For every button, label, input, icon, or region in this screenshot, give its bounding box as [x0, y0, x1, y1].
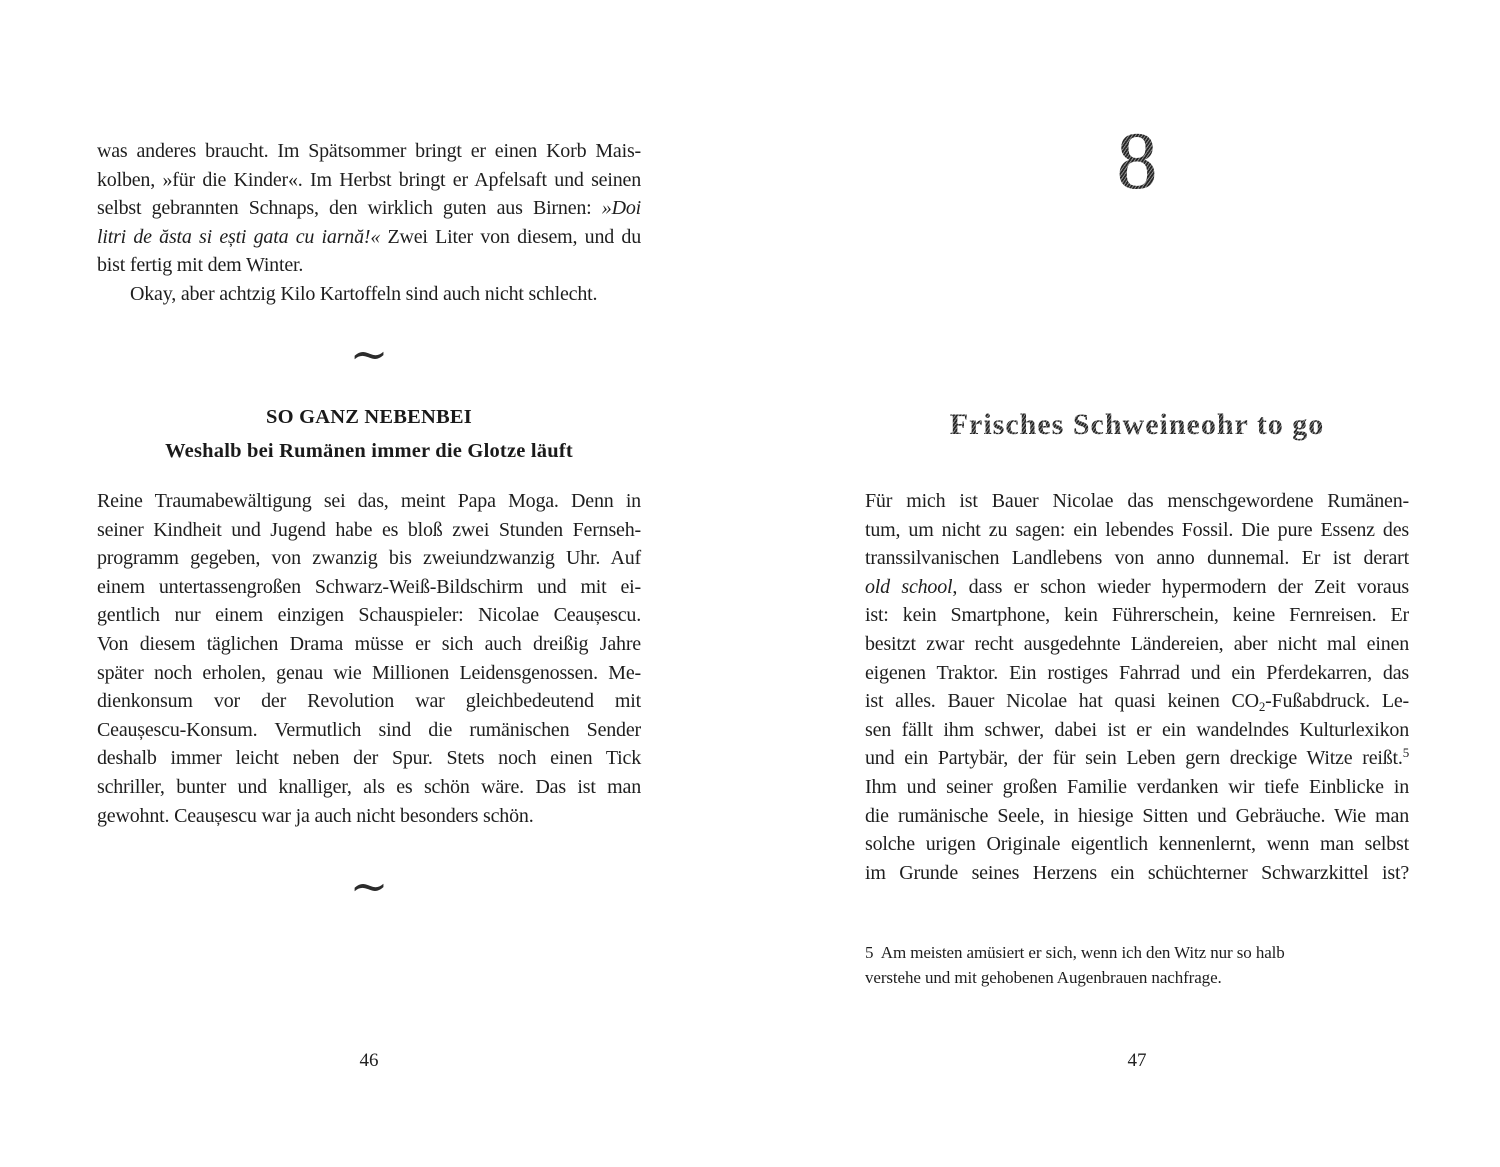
text-line: später noch erholen, genau wie Millionen Leidensgenossen. Me- [97, 661, 641, 684]
text-line: solche urigen Originale eigentlich kennenlernt, wenn man selbst [865, 833, 1409, 856]
text-line: Ihm und seiner großen Familie verdanken wir tiefe Einblicke in [865, 775, 1409, 798]
text-line: deshalb immer leicht neben der Spur. Stets noch einen Tick [97, 747, 641, 770]
text-line: Reine Traumabewältigung sei das, meint Papa Moga. Denn in [97, 490, 641, 512]
text-line: und ein Partybär, der für sein Leben gern dreckige Witze reißt.$^5$ [865, 745, 1409, 770]
footnote [865, 941, 1409, 990]
text-line: im Grunde seines Herzens ein schüchterner Schwarzkittel ist? [865, 861, 1409, 884]
text-line: dienkonsum vor der Revolution war gleichbedeutend mit [97, 690, 641, 713]
opening-paragraph-lines [97, 137, 641, 280]
page-number-right: 47 [1127, 1050, 1147, 1071]
text-line: old school, dass er schon wieder hypermodern der Zeit voraus [865, 575, 1409, 598]
text-line: Ceaușescu-Konsum. Vermutlich sind die rumänischen Sender [97, 718, 641, 741]
text-line: eigenen Traktor. Ein rostiges Fahrrad und ein Pferdekarren, das [865, 661, 1409, 684]
text-line: transsilvanischen Landlebens von anno dunnemal. Er ist derart [865, 547, 1409, 570]
text-line: tum, um nicht zu sagen: ein lebendes Fossil. Die pure Essenz des [865, 518, 1409, 541]
text-line: selbst gebrannten Schnaps, den wirklich guten aus Birnen: »Doi [97, 197, 641, 220]
text-line: besitzt zwar recht ausgedehnte Ländereien, aber nicht mal einen [865, 632, 1409, 655]
chapter-number: 8 [865, 118, 1409, 204]
text-line: sen fällt ihm schwer, dabei ist er ein wandelndes Kulturlexikon [865, 718, 1409, 741]
tilde-ornament-top: ~ [349, 327, 389, 381]
text-line: die rumänische Seele, in hiesige Sitten und Gebräuche. Wie man [865, 804, 1409, 827]
chapter-body-paragraph [865, 487, 1409, 887]
text-line: programm gegeben, von zwanzig bis zweiundzwanzig Uhr. Auf [97, 547, 641, 570]
text-line: ist alles. Bauer Nicolae hat quasi keinen $CO_2$-Fußabdruck. Le- [865, 690, 1409, 715]
text-line: schriller, bunter und knalliger, als es schön wäre. Das ist man [97, 775, 641, 798]
text-line: verstehe und mit gehobenen Augenbrauen nachfrage. [865, 967, 1222, 987]
text-line: ist: kein Smartphone, kein Führerschein, keine Fernreisen. Er [865, 604, 1409, 627]
text-line: seiner Kindheit und Jugend habe es bloß zwei Stunden Fernseh- [97, 518, 641, 541]
text-line: was anderes braucht. Im Spätsommer bringt er einen Korb Mais- [97, 140, 641, 162]
section-heading [97, 400, 641, 468]
indented-sentence: Okay, aber achtzig Kilo Kartoffeln sind auch nicht schlecht. [130, 282, 598, 305]
text-line: 5 Am meisten amüsiert er sich, wenn ich den Witz nur so halb [865, 943, 1285, 962]
section-heading-title: Weshalb bei Rumänen immer die Glotze läuft [165, 440, 573, 462]
section-heading-kicker: SO GANZ NEBENBEI [266, 406, 472, 428]
text-line: gentlich nur einem einzigen Schauspieler: Nicolae Ceaușescu. [97, 604, 641, 627]
chapter-title: Frisches Schweineohr to go [865, 404, 1409, 446]
text-line: einem untertassengroßen Schwarz-Weiß-Bildschirm und mit ei- [97, 575, 641, 598]
page-number-left: 46 [359, 1050, 379, 1071]
right-page [865, 0, 1409, 1167]
left-page [97, 0, 641, 1167]
text-line: Von diesem täglichen Drama müsse er sich auch dreißig Jahre [97, 632, 641, 655]
tilde-ornament-bottom: ~ [349, 859, 389, 913]
text-line: Für mich ist Bauer Nicolae das menschgewordene Rumänen- [865, 490, 1409, 512]
text-line: litri de ăsta si ești gata cu iarnă!« Zwei Liter von diesem, und du [97, 225, 641, 248]
opening-paragraph [97, 137, 641, 309]
text-line: bist fertig mit dem Winter. [97, 254, 304, 277]
text-line: kolben, »für die Kinder«. Im Herbst bringt er Apfelsaft und seinen [97, 168, 641, 191]
text-line: gewohnt. Ceaușescu war ja auch nicht besonders schön. [97, 804, 534, 827]
main-paragraph [97, 487, 641, 830]
